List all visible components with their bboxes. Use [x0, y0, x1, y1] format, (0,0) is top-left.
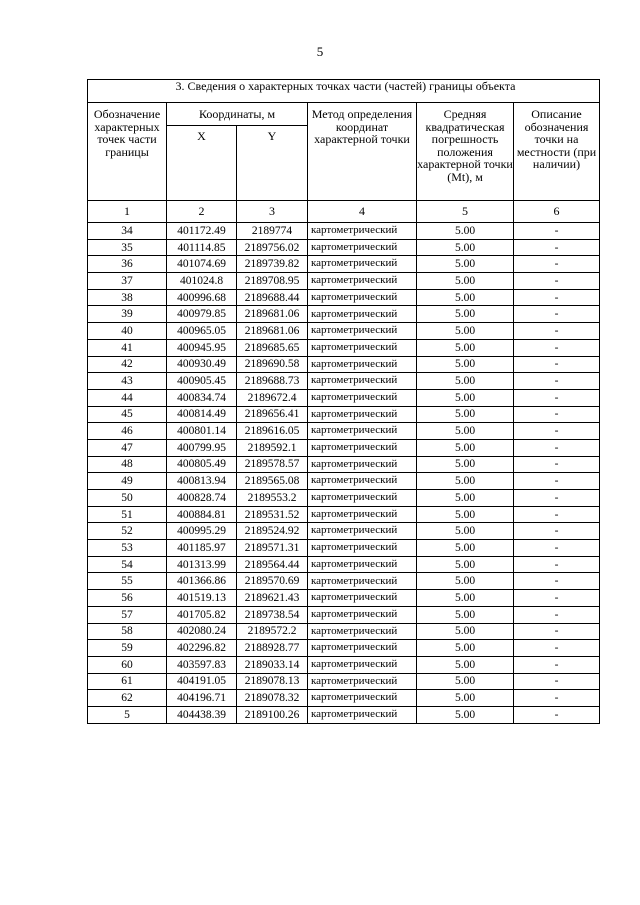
x-coordinate-cell: 400814.49 [167, 406, 237, 423]
x-coordinate-cell: 400834.74 [167, 389, 237, 406]
y-coordinate-cell: 2189033.14 [237, 656, 308, 673]
method-cell: картометрический [308, 373, 417, 390]
table-row [88, 573, 600, 590]
table-row [88, 256, 600, 273]
method-cell: картометрический [308, 356, 417, 373]
error-cell: 5.00 [417, 573, 514, 590]
point-number-cell: 55 [88, 573, 167, 590]
x-coordinate-cell: 402296.82 [167, 640, 237, 657]
description-cell: - [514, 289, 600, 306]
y-coordinate-cell: 2188928.77 [237, 640, 308, 657]
point-number-cell: 46 [88, 423, 167, 440]
column-number: 1 [88, 201, 167, 223]
y-coordinate-cell: 2189531.52 [237, 506, 308, 523]
y-coordinate-cell: 2189078.32 [237, 690, 308, 707]
table-row [88, 356, 600, 373]
method-cell: картометрический [308, 556, 417, 573]
table-row [88, 506, 600, 523]
table-row [88, 490, 600, 507]
y-coordinate-cell: 2189578.57 [237, 456, 308, 473]
description-cell: - [514, 606, 600, 623]
point-number-cell: 52 [88, 523, 167, 540]
point-number-cell: 56 [88, 590, 167, 607]
table-row [88, 673, 600, 690]
method-cell: картометрический [308, 506, 417, 523]
point-number-cell: 51 [88, 506, 167, 523]
column-number: 5 [417, 201, 514, 223]
y-coordinate-cell: 2189565.08 [237, 473, 308, 490]
method-cell: картометрический [308, 540, 417, 557]
table-row [88, 706, 600, 723]
description-cell: - [514, 623, 600, 640]
y-coordinate-cell: 2189688.44 [237, 289, 308, 306]
point-number-cell: 60 [88, 656, 167, 673]
description-cell: - [514, 590, 600, 607]
y-coordinate-cell: 2189100.26 [237, 706, 308, 723]
y-coordinate-cell: 2189690.58 [237, 356, 308, 373]
header-coordinates: Координаты, м [167, 103, 308, 126]
column-number: 2 [167, 201, 237, 223]
y-coordinate-cell: 2189524.92 [237, 523, 308, 540]
table-row [88, 540, 600, 557]
boundary-points-table [87, 79, 600, 724]
error-cell: 5.00 [417, 556, 514, 573]
point-number-cell: 37 [88, 273, 167, 290]
description-cell: - [514, 540, 600, 557]
error-cell: 5.00 [417, 356, 514, 373]
description-cell: - [514, 439, 600, 456]
x-coordinate-cell: 400801.14 [167, 423, 237, 440]
method-cell: картометрический [308, 573, 417, 590]
y-coordinate-cell: 2189656.41 [237, 406, 308, 423]
table-row [88, 523, 600, 540]
error-cell: 5.00 [417, 706, 514, 723]
column-number-row [88, 201, 600, 223]
point-number-cell: 35 [88, 239, 167, 256]
description-cell: - [514, 673, 600, 690]
y-coordinate-cell: 2189616.05 [237, 423, 308, 440]
method-cell: картометрический [308, 289, 417, 306]
table-row [88, 556, 600, 573]
error-cell: 5.00 [417, 273, 514, 290]
y-coordinate-cell: 2189621.43 [237, 590, 308, 607]
section-title: 3. Сведения о характерных точках части (частей) границы объекта [88, 80, 600, 103]
y-coordinate-cell: 2189592.1 [237, 439, 308, 456]
point-number-cell: 48 [88, 456, 167, 473]
method-cell: картометрический [308, 456, 417, 473]
point-number-cell: 42 [88, 356, 167, 373]
description-cell: - [514, 456, 600, 473]
y-coordinate-cell: 2189688.73 [237, 373, 308, 390]
table-row [88, 389, 600, 406]
y-coordinate-cell: 2189774 [237, 223, 308, 240]
point-number-cell: 59 [88, 640, 167, 657]
method-cell: картометрический [308, 439, 417, 456]
point-number-cell: 5 [88, 706, 167, 723]
y-coordinate-cell: 2189570.69 [237, 573, 308, 590]
error-cell: 5.00 [417, 690, 514, 707]
y-coordinate-cell: 2189756.02 [237, 239, 308, 256]
x-coordinate-cell: 400813.94 [167, 473, 237, 490]
point-number-cell: 54 [88, 556, 167, 573]
x-coordinate-cell: 400905.45 [167, 373, 237, 390]
point-number-cell: 40 [88, 323, 167, 340]
point-number-cell: 38 [88, 289, 167, 306]
error-cell: 5.00 [417, 640, 514, 657]
method-cell: картометрический [308, 223, 417, 240]
point-number-cell: 50 [88, 490, 167, 507]
x-coordinate-cell: 400945.95 [167, 339, 237, 356]
header-error: Средняя квадратическая погрешность положения характерной точки (Mt), м [417, 103, 514, 201]
x-coordinate-cell: 401705.82 [167, 606, 237, 623]
error-cell: 5.00 [417, 623, 514, 640]
error-cell: 5.00 [417, 323, 514, 340]
description-cell: - [514, 573, 600, 590]
method-cell: картометрический [308, 406, 417, 423]
error-cell: 5.00 [417, 223, 514, 240]
error-cell: 5.00 [417, 656, 514, 673]
x-coordinate-cell: 404438.39 [167, 706, 237, 723]
point-number-cell: 34 [88, 223, 167, 240]
description-cell: - [514, 656, 600, 673]
method-cell: картометрический [308, 523, 417, 540]
header-x: X [167, 126, 237, 201]
description-cell: - [514, 356, 600, 373]
point-number-cell: 47 [88, 439, 167, 456]
description-cell: - [514, 373, 600, 390]
header-y: Y [237, 126, 308, 201]
table-row [88, 323, 600, 340]
x-coordinate-cell: 401114.85 [167, 239, 237, 256]
y-coordinate-cell: 2189571.31 [237, 540, 308, 557]
description-cell: - [514, 273, 600, 290]
error-cell: 5.00 [417, 373, 514, 390]
x-coordinate-cell: 400805.49 [167, 456, 237, 473]
method-cell: картометрический [308, 690, 417, 707]
description-cell: - [514, 690, 600, 707]
table-row [88, 473, 600, 490]
error-cell: 5.00 [417, 606, 514, 623]
method-cell: картометрический [308, 256, 417, 273]
error-cell: 5.00 [417, 339, 514, 356]
method-cell: картометрический [308, 239, 417, 256]
header-point-designation: Обозначение характерных точек части границы [88, 103, 167, 201]
error-cell: 5.00 [417, 406, 514, 423]
x-coordinate-cell: 400965.05 [167, 323, 237, 340]
point-number-cell: 43 [88, 373, 167, 390]
table-row [88, 456, 600, 473]
header-description: Описание обозначения точки на местности (при наличии) [514, 103, 600, 201]
method-cell: картометрический [308, 640, 417, 657]
description-cell: - [514, 490, 600, 507]
description-cell: - [514, 473, 600, 490]
x-coordinate-cell: 400996.68 [167, 289, 237, 306]
method-cell: картометрический [308, 306, 417, 323]
table-row [88, 273, 600, 290]
x-coordinate-cell: 403597.83 [167, 656, 237, 673]
x-coordinate-cell: 400884.81 [167, 506, 237, 523]
method-cell: картометрический [308, 323, 417, 340]
error-cell: 5.00 [417, 490, 514, 507]
table-row [88, 373, 600, 390]
x-coordinate-cell: 404191.05 [167, 673, 237, 690]
table-row [88, 606, 600, 623]
column-number: 3 [237, 201, 308, 223]
x-coordinate-cell: 401074.69 [167, 256, 237, 273]
y-coordinate-cell: 2189738.54 [237, 606, 308, 623]
method-cell: картометрический [308, 623, 417, 640]
x-coordinate-cell: 401172.49 [167, 223, 237, 240]
table-row [88, 640, 600, 657]
description-cell: - [514, 239, 600, 256]
point-number-cell: 44 [88, 389, 167, 406]
description-cell: - [514, 556, 600, 573]
column-number: 4 [308, 201, 417, 223]
y-coordinate-cell: 2189572.2 [237, 623, 308, 640]
point-number-cell: 61 [88, 673, 167, 690]
y-coordinate-cell: 2189739.82 [237, 256, 308, 273]
description-cell: - [514, 389, 600, 406]
error-cell: 5.00 [417, 389, 514, 406]
y-coordinate-cell: 2189681.06 [237, 323, 308, 340]
x-coordinate-cell: 404196.71 [167, 690, 237, 707]
y-coordinate-cell: 2189708.95 [237, 273, 308, 290]
error-cell: 5.00 [417, 289, 514, 306]
table-row [88, 423, 600, 440]
description-cell: - [514, 423, 600, 440]
table-row [88, 339, 600, 356]
description-cell: - [514, 406, 600, 423]
error-cell: 5.00 [417, 306, 514, 323]
description-cell: - [514, 256, 600, 273]
description-cell: - [514, 339, 600, 356]
method-cell: картометрический [308, 606, 417, 623]
method-cell: картометрический [308, 706, 417, 723]
x-coordinate-cell: 400930.49 [167, 356, 237, 373]
table-row [88, 623, 600, 640]
x-coordinate-cell: 400799.95 [167, 439, 237, 456]
table-row [88, 439, 600, 456]
header-method: Метод определения координат характерной точки [308, 103, 417, 201]
description-cell: - [514, 706, 600, 723]
x-coordinate-cell: 401519.13 [167, 590, 237, 607]
table-row [88, 239, 600, 256]
error-cell: 5.00 [417, 239, 514, 256]
table-row [88, 590, 600, 607]
y-coordinate-cell: 2189681.06 [237, 306, 308, 323]
method-cell: картометрический [308, 473, 417, 490]
point-number-cell: 58 [88, 623, 167, 640]
error-cell: 5.00 [417, 423, 514, 440]
points-table-body [88, 223, 600, 724]
method-cell: картометрический [308, 673, 417, 690]
page-number: 5 [316, 44, 324, 59]
point-number-cell: 39 [88, 306, 167, 323]
method-cell: картометрический [308, 656, 417, 673]
point-number-cell: 45 [88, 406, 167, 423]
point-number-cell: 62 [88, 690, 167, 707]
error-cell: 5.00 [417, 673, 514, 690]
table-row [88, 306, 600, 323]
y-coordinate-cell: 2189564.44 [237, 556, 308, 573]
error-cell: 5.00 [417, 256, 514, 273]
description-cell: - [514, 323, 600, 340]
method-cell: картометрический [308, 389, 417, 406]
error-cell: 5.00 [417, 540, 514, 557]
description-cell: - [514, 223, 600, 240]
y-coordinate-cell: 2189685.65 [237, 339, 308, 356]
description-cell: - [514, 523, 600, 540]
error-cell: 5.00 [417, 590, 514, 607]
method-cell: картометрический [308, 423, 417, 440]
point-number-cell: 41 [88, 339, 167, 356]
method-cell: картометрический [308, 273, 417, 290]
method-cell: картометрический [308, 490, 417, 507]
x-coordinate-cell: 401366.86 [167, 573, 237, 590]
point-number-cell: 57 [88, 606, 167, 623]
table-row [88, 656, 600, 673]
description-cell: - [514, 640, 600, 657]
table-row [88, 690, 600, 707]
table-row [88, 406, 600, 423]
table-row [88, 223, 600, 240]
description-cell: - [514, 306, 600, 323]
x-coordinate-cell: 401024.8 [167, 273, 237, 290]
description-cell: - [514, 506, 600, 523]
error-cell: 5.00 [417, 439, 514, 456]
error-cell: 5.00 [417, 473, 514, 490]
column-number: 6 [514, 201, 600, 223]
x-coordinate-cell: 400979.85 [167, 306, 237, 323]
y-coordinate-cell: 2189553.2 [237, 490, 308, 507]
x-coordinate-cell: 401185.97 [167, 540, 237, 557]
x-coordinate-cell: 402080.24 [167, 623, 237, 640]
error-cell: 5.00 [417, 523, 514, 540]
method-cell: картометрический [308, 590, 417, 607]
error-cell: 5.00 [417, 506, 514, 523]
error-cell: 5.00 [417, 456, 514, 473]
y-coordinate-cell: 2189078.13 [237, 673, 308, 690]
point-number-cell: 36 [88, 256, 167, 273]
table-row [88, 289, 600, 306]
point-number-cell: 49 [88, 473, 167, 490]
x-coordinate-cell: 400828.74 [167, 490, 237, 507]
x-coordinate-cell: 400995.29 [167, 523, 237, 540]
point-number-cell: 53 [88, 540, 167, 557]
y-coordinate-cell: 2189672.4 [237, 389, 308, 406]
method-cell: картометрический [308, 339, 417, 356]
x-coordinate-cell: 401313.99 [167, 556, 237, 573]
